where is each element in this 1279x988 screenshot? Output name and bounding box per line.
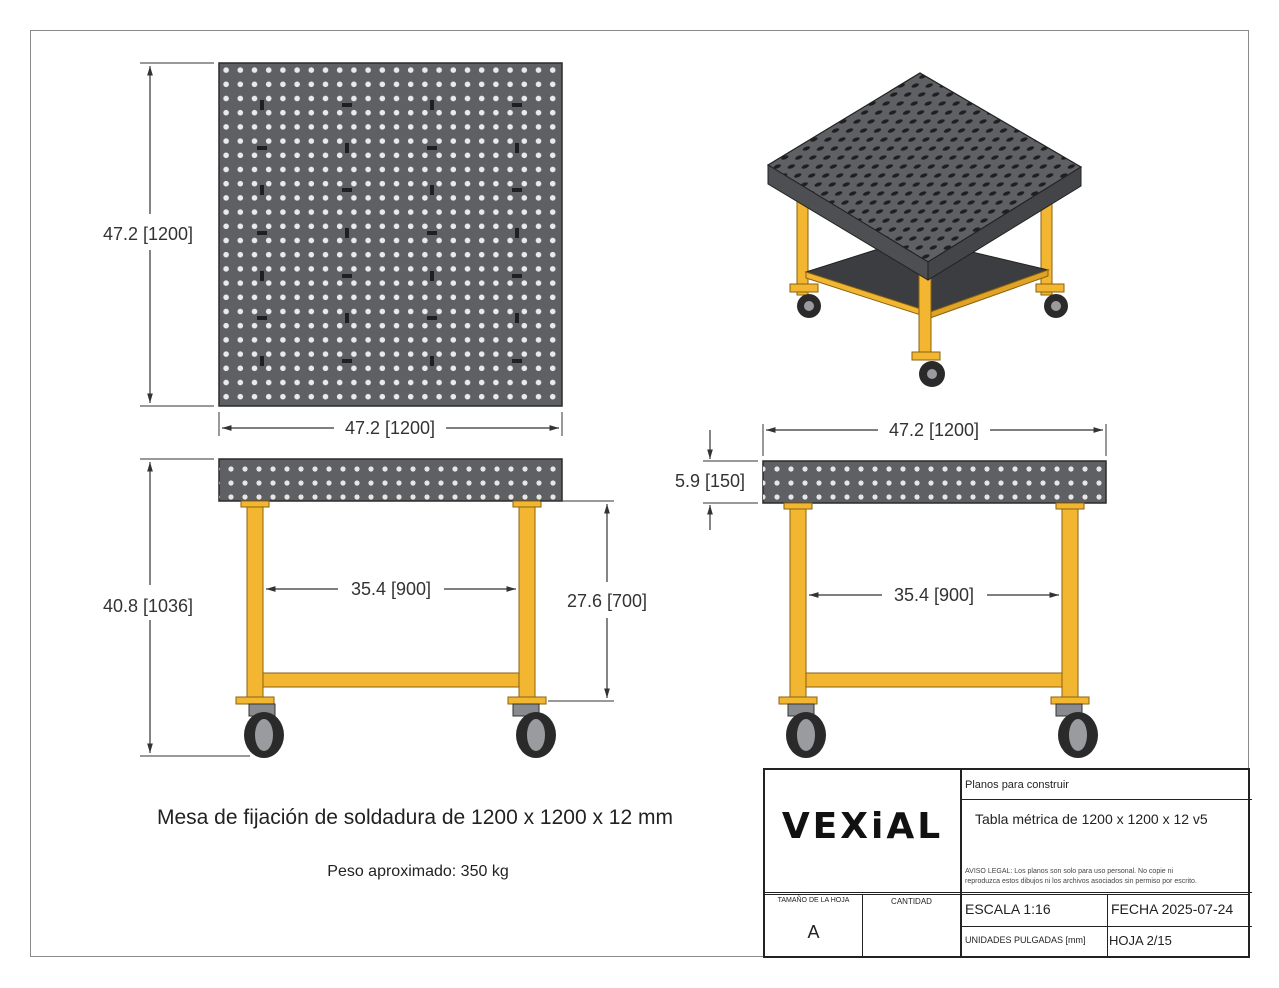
sheet-number: HOJA 2/15 bbox=[1109, 933, 1172, 948]
front-inner-width-label: 35.4 [900] bbox=[350, 579, 432, 599]
title-block-header: Planos para construir bbox=[965, 779, 1069, 791]
side-width-label: 47.2 [1200] bbox=[888, 420, 980, 440]
drawing-caption-title: Mesa de fijación de soldadura de 1200 x 1200 x 12 mm bbox=[157, 806, 673, 829]
side-width-dimension bbox=[763, 420, 1106, 456]
front-height-dimension bbox=[103, 459, 250, 756]
vexial-logo: VEXiAL bbox=[781, 806, 944, 847]
date-value: FECHA 2025-07-24 bbox=[1111, 901, 1234, 917]
legal-notice-line1: AVISO LEGAL: Los planos son solo para uso personal. No copie ni bbox=[965, 868, 1174, 875]
top-view-height-dimension bbox=[103, 63, 214, 406]
side-inner-width-label: 35.4 [900] bbox=[893, 585, 975, 605]
isometric-view bbox=[768, 73, 1081, 387]
quantity-label: CANTIDAD bbox=[891, 897, 932, 906]
units-value: UNIDADES PULGADAS [mm] bbox=[965, 935, 1086, 945]
front-inner-width-dimension bbox=[266, 579, 516, 599]
front-height-label: 40.8 [1036] bbox=[102, 596, 194, 616]
top-view bbox=[219, 63, 562, 406]
side-thickness-dimension bbox=[675, 430, 758, 530]
sheet-size-value: A bbox=[807, 922, 820, 942]
title-block bbox=[763, 768, 1250, 958]
side-thickness-label: 5.9 [150] bbox=[674, 471, 746, 491]
front-leg-height-label: 27.6 [700] bbox=[566, 591, 648, 611]
front-leg-height-dimension bbox=[540, 501, 647, 701]
top-height-label: 47.2 [1200] bbox=[102, 224, 194, 244]
top-view-width-dimension bbox=[219, 412, 562, 438]
scale-value: ESCALA 1:16 bbox=[965, 901, 1051, 917]
side-inner-width-dimension bbox=[809, 585, 1059, 605]
drawing-title: Tabla métrica de 1200 x 1200 x 12 v5 bbox=[975, 811, 1208, 827]
front-view bbox=[219, 459, 562, 758]
drawing-caption-weight: Peso aproximado: 350 kg bbox=[327, 863, 509, 880]
side-view bbox=[763, 461, 1106, 758]
top-width-label: 47.2 [1200] bbox=[344, 418, 436, 438]
legal-notice-line2: reproduzca estos dibujos ni los archivos asociados sin permiso por escrito. bbox=[965, 878, 1197, 885]
sheet-size-label: TAMAÑO DE LA HOJA bbox=[777, 897, 850, 904]
